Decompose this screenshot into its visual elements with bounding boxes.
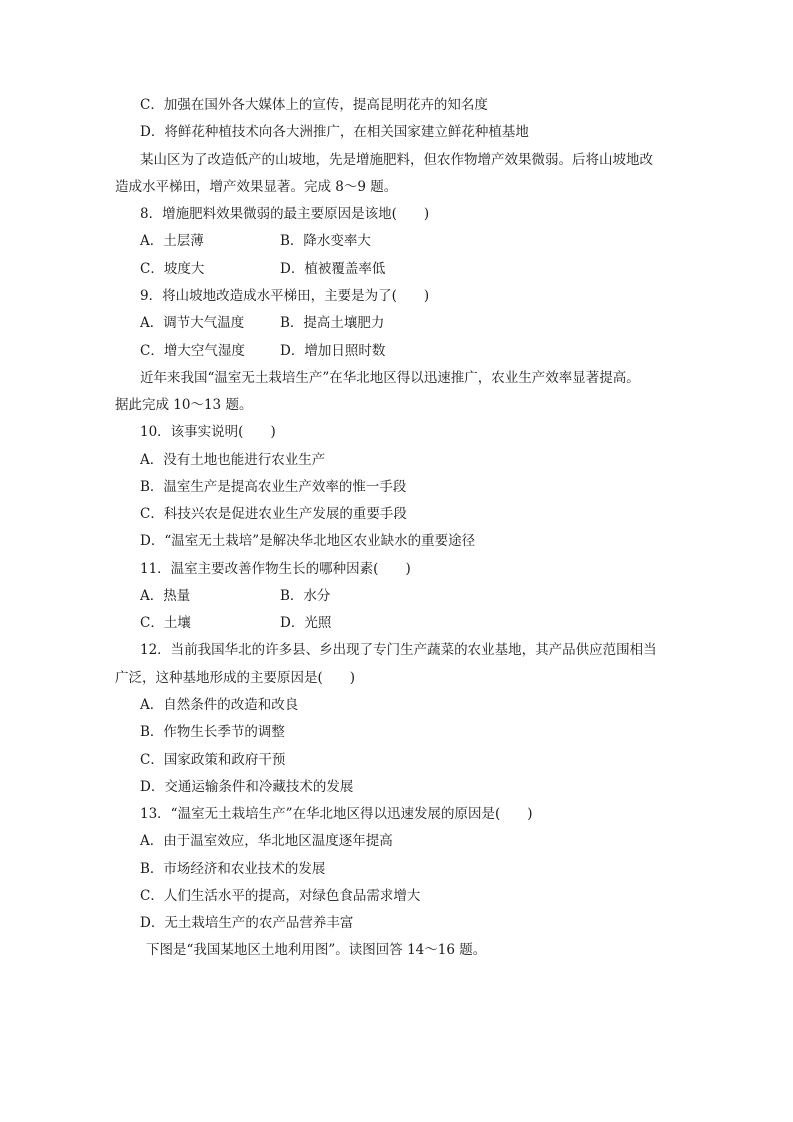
question-12-line1: 12．当前我国华北的许多县、乡出现了专门生产蔬菜的农业基地，其产品供应范围相当 bbox=[140, 642, 657, 658]
passage-8-9-line2: 造成水平梯田，增产效果显著。完成 8～9 题。 bbox=[115, 179, 398, 195]
question-13: 13．“温室无土栽培生产”在华北地区得以迅速发展的原因是( ) bbox=[140, 806, 533, 822]
option-8c: C．坡度大 bbox=[140, 261, 205, 277]
option-8d: D．植被覆盖率低 bbox=[280, 261, 386, 277]
option-9a: A．调节大气温度 bbox=[140, 315, 245, 331]
option-8a: A．土层薄 bbox=[140, 233, 204, 249]
option-12a: A．自然条件的改造和改良 bbox=[140, 697, 299, 713]
option-10d: D．“温室无土栽培”是解决华北地区农业缺水的重要途径 bbox=[140, 533, 476, 549]
options-8-cd bbox=[140, 260, 385, 278]
option-11c: C．土壤 bbox=[140, 615, 191, 631]
options-11-cd bbox=[140, 614, 331, 632]
option-13b: B．市场经济和农业技术的发展 bbox=[140, 861, 326, 877]
option-13a: A．由于温室效应，华北地区温度逐年提高 bbox=[140, 833, 393, 849]
option-9b: B．提高土壤肥力 bbox=[280, 315, 385, 331]
option-10c: C．科技兴农是促进农业生产发展的重要手段 bbox=[140, 506, 407, 522]
option-9c: C．增大空气湿度 bbox=[140, 343, 245, 359]
options-11-ab bbox=[140, 587, 330, 605]
question-12-line2: 广泛，这种基地形成的主要原因是( ) bbox=[115, 670, 356, 686]
question-11: 11．温室主要改善作物生长的哪种因素( ) bbox=[140, 561, 411, 577]
passage-14-16: 下图是“我国某地区土地利用图”。读图回答 14～16 题。 bbox=[146, 942, 487, 958]
option-11a: A．热量 bbox=[140, 588, 191, 604]
option-11d: D．光照 bbox=[280, 615, 332, 631]
question-10: 10．该事实说明( ) bbox=[140, 424, 276, 440]
passage-10-13-line1: 近年来我国“温室无土栽培生产”在华北地区得以迅速推广，农业生产效率显著提高。 bbox=[140, 370, 640, 386]
option-12b: B．作物生长季节的调整 bbox=[140, 724, 285, 740]
question-9: 9．将山坡地改造成水平梯田，主要是为了( ) bbox=[140, 288, 430, 304]
option-12c: C．国家政策和政府干预 bbox=[140, 752, 286, 768]
option-13c: C．人们生活水平的提高，对绿色食品需求增大 bbox=[140, 888, 421, 904]
passage-10-13-line2: 据此完成 10～13 题。 bbox=[115, 397, 253, 413]
option-9d: D．增加日照时数 bbox=[280, 343, 386, 359]
options-8-ab bbox=[140, 232, 371, 250]
option-12d: D．交通运输条件和冷藏技术的发展 bbox=[140, 779, 354, 795]
option-10a: A．没有土地也能进行农业生产 bbox=[140, 452, 326, 468]
option-10b: B．温室生产是提高农业生产效率的惟一手段 bbox=[140, 479, 407, 495]
passage-8-9-line1: 某山区为了改造低产的山坡地，先是增施肥料，但农作物增产效果微弱。后将山坡地改 bbox=[140, 152, 653, 168]
options-9-ab bbox=[140, 314, 384, 332]
option-11b: B．水分 bbox=[280, 588, 331, 604]
options-9-cd bbox=[140, 342, 385, 360]
option-7c: C．加强在国外各大媒体上的宣传，提高昆明花卉的知名度 bbox=[140, 97, 488, 113]
option-13d: D．无土栽培生产的农产品营养丰富 bbox=[140, 915, 354, 931]
option-8b: B．降水变率大 bbox=[280, 233, 371, 249]
option-7d: D．将鲜花种植技术向各大洲推广，在相关国家建立鲜花种植基地 bbox=[140, 124, 529, 140]
question-8: 8．增施肥料效果微弱的最主要原因是该地( ) bbox=[140, 206, 430, 222]
